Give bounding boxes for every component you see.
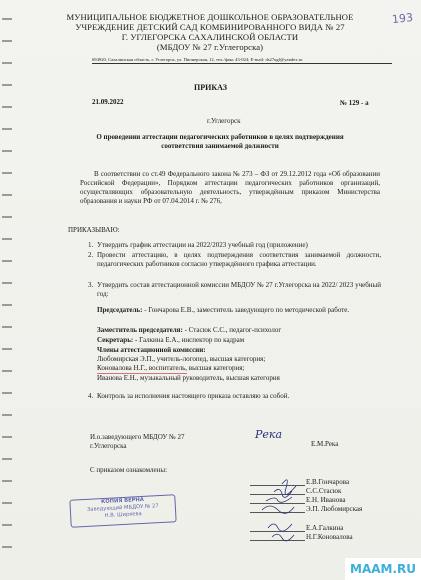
acquaint-label: С приказом ознакомлены:: [90, 466, 168, 474]
item-1-text: Утвердить график аттестации на 2022/2023 учебный год (приложение): [97, 241, 308, 249]
commission-deputy: [97, 326, 281, 335]
order-word: ПРИКАЗЫВАЮ:: [68, 226, 120, 234]
item-3-number: 3.: [88, 281, 94, 289]
item-2-number: 2.: [88, 251, 94, 259]
seal-line-1: КОПИЯ ВЕРНА: [100, 496, 144, 506]
member-2: Коновалова Н.Г., воспитатель, высшая категория;: [97, 364, 245, 372]
order-date: 21.09.2022: [92, 98, 124, 106]
handwritten-signatures: [252, 470, 308, 542]
chair-label: Председатель:: [97, 306, 143, 314]
commission-chair: [97, 306, 381, 315]
signature-scribble-5: [268, 524, 292, 531]
acquaint-name-3: Е.Н. Иванова: [306, 496, 346, 504]
acquaint-name-4: Э.П. Любомирская: [306, 505, 363, 513]
institution-header: [40, 12, 380, 52]
watermark-logo: MAAM.RU: [345, 558, 421, 580]
signature-scribble-2: [274, 489, 292, 497]
acquaint-name-5: Е.А.Галкина: [306, 524, 344, 532]
page-stamp-number: 193: [391, 10, 414, 27]
acquaint-name-2: С.С.Стасюк: [306, 487, 342, 495]
item-1-number: 1.: [88, 241, 94, 249]
item-2-text: Провести аттестацию, в целях подтверждения соответствия занимаемой должности, педагогических работников согласно утверждённого графика аттестации.: [97, 251, 381, 268]
order-number: № 129 - а: [340, 99, 369, 107]
item-4-number: 4.: [88, 392, 94, 400]
seal-line-2: Заведующий МБДОУ № 27: [86, 503, 159, 513]
order-subject-line-2: соответствия занимаемой должности: [161, 142, 279, 150]
header-line-1: МУНИЦИПАЛЬНОЕ БЮДЖЕТНОЕ ДОШКОЛЬНОЕ ОБРАЗОВАТЕЛЬНОЕ: [66, 12, 354, 22]
order-title: ПРИКАЗ: [194, 83, 227, 92]
head-signature: Река: [255, 428, 283, 441]
member-3: Иванова Е.Н., музыкальный руководитель, высшая категория: [97, 374, 280, 382]
signatory-role-line-1: И.о.заведующего МБДОУ № 27: [90, 433, 185, 441]
order-subject-line-1: О проведении аттестации педагогических работников в целях подтверждения: [96, 133, 344, 141]
signatory-name: Е.М.Река: [311, 440, 339, 448]
certified-copy-stamp: [69, 494, 176, 528]
order-preamble: В соответствии со ст.49 Федерального закона № 273 – ФЗ от 29.12.2012 года «Об образовании Российской Федерации», Порядком аттестации педагогических работников организаций, осуществляющих образовательную деятельность, утверждённым приказом Министерства образования и науки РФ от 07.04.2014 г. № 276,: [80, 170, 380, 205]
signature-scribble-1: [282, 480, 296, 495]
institution-address: 694920, Сахалинская область, г. Углегорск, ул. Пионерская, 12, тел./факс 43-024; E-mail: ds27ugl@yandex.ru: [92, 57, 392, 64]
signatory-role-line-2: г.Углегорска: [90, 442, 127, 450]
members-label: Члены аттестационной комиссии:: [97, 346, 206, 354]
acquaint-name-6: Н.Г.Коновалова: [306, 533, 353, 541]
signature-scribble-4: [262, 506, 294, 513]
item-4-text: Контроль за исполнения настоящего приказа оставляю за собой.: [97, 392, 290, 400]
signature-scribble-6: [272, 534, 294, 541]
signature-scribble-3: [266, 497, 292, 502]
order-city: г.Углегорск: [207, 117, 241, 125]
secretary-label: Секретарь:: [97, 336, 134, 344]
member-1: Любомирская Э.П., учитель-логопед, высшая категория;: [97, 355, 266, 363]
seal-line-3: Н.В. Ширяева: [104, 511, 142, 519]
chair-value: - Гончарова Е.В., заместитель заведующего по методической работе.: [144, 306, 350, 314]
secretary-value: - Галкина Е.А., инспектор по кадрам: [134, 336, 245, 344]
deputy-label: Заместитель председателя:: [97, 326, 183, 334]
deputy-value: - Стасюк С.С., педагог-психолог: [184, 326, 282, 334]
header-line-4: (МБДОУ № 27 г.Углегорска): [156, 42, 264, 52]
header-line-3: Г. УГЛЕГОРСКА САХАЛИНСКОЙ ОБЛАСТИ: [121, 32, 299, 42]
acquaint-name-1: Е.В.Гончарова: [306, 478, 350, 486]
item-3-text: Утвердить состав аттестационной комиссии МБДОУ № 27 г.Углегорска на 2022/ 2023 учебный год:: [97, 281, 381, 298]
header-line-2: УЧРЕЖДЕНИЕ ДЕТСКИЙ САД КОМБИНИРОВАННОГО ВИДА № 27: [75, 22, 345, 32]
commission-secretary: [97, 336, 244, 345]
